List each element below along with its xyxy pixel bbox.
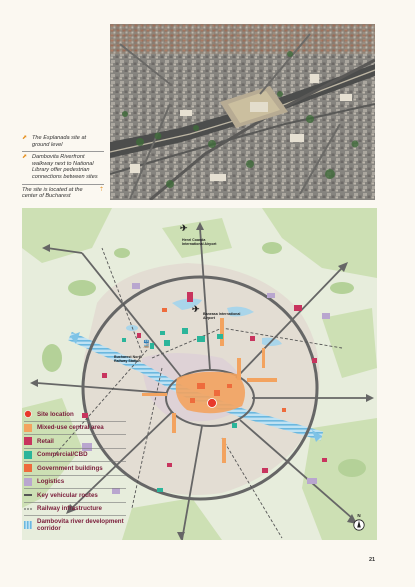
legend-railway: Railway infrastructure (24, 503, 126, 517)
road-line-icon (24, 491, 32, 499)
mixed-use-swatch (24, 424, 32, 432)
north-arrow-icon: N (353, 513, 365, 529)
map-legend (24, 408, 126, 533)
legend-river-corridor: Dambovita river development corridor (24, 516, 126, 533)
government-swatch (24, 464, 32, 472)
airport-icon: ✈ (180, 223, 188, 233)
caption-riverfront: ⬈ Dambovita Riverfront walkway next to National Library offer pedestrian connections between sites (22, 152, 104, 184)
legend-vehicular-routes: Key vehicular routes (24, 489, 126, 503)
photo-captions (22, 133, 104, 203)
airport-label-baneasa: Baneasa International Airport (203, 312, 241, 321)
train-station-icon: 🚆 (142, 341, 151, 348)
aerial-photo (110, 24, 375, 200)
logistics-swatch (24, 478, 32, 486)
legend-commercial: Commercial/CBD (24, 449, 126, 463)
site-dot-icon (24, 410, 32, 418)
arrow-up-icon: ⇡ (98, 186, 104, 193)
railway-line-icon (24, 505, 32, 513)
airport-icon: ✈ (192, 304, 200, 314)
caption-esplanada: ⬈ The Esplanada site at ground level (22, 133, 104, 152)
airport-label-otopeni: Henri Coanda International Airport (182, 238, 217, 247)
legend-site-location: Site location (24, 408, 126, 422)
arrow-up-right-icon: ⬈ (22, 135, 28, 141)
legend-retail: Retail (24, 435, 126, 449)
compass-icon (353, 519, 365, 531)
caption-site-location: ⇡ The site is located at the center of Bucharest (22, 186, 104, 200)
page-number: 21 (369, 557, 376, 563)
legend-logistics: Logistics (24, 476, 126, 490)
legend-mixed-use: Mixed-use central area (24, 422, 126, 436)
commercial-swatch (24, 451, 32, 459)
retail-swatch (24, 437, 32, 445)
arrow-up-right-icon: ⬈ (22, 154, 28, 161)
legend-government: Government buildings (24, 462, 126, 476)
river-hatch-icon (24, 521, 32, 529)
station-label: Bucharest North Railway Station (114, 355, 143, 364)
